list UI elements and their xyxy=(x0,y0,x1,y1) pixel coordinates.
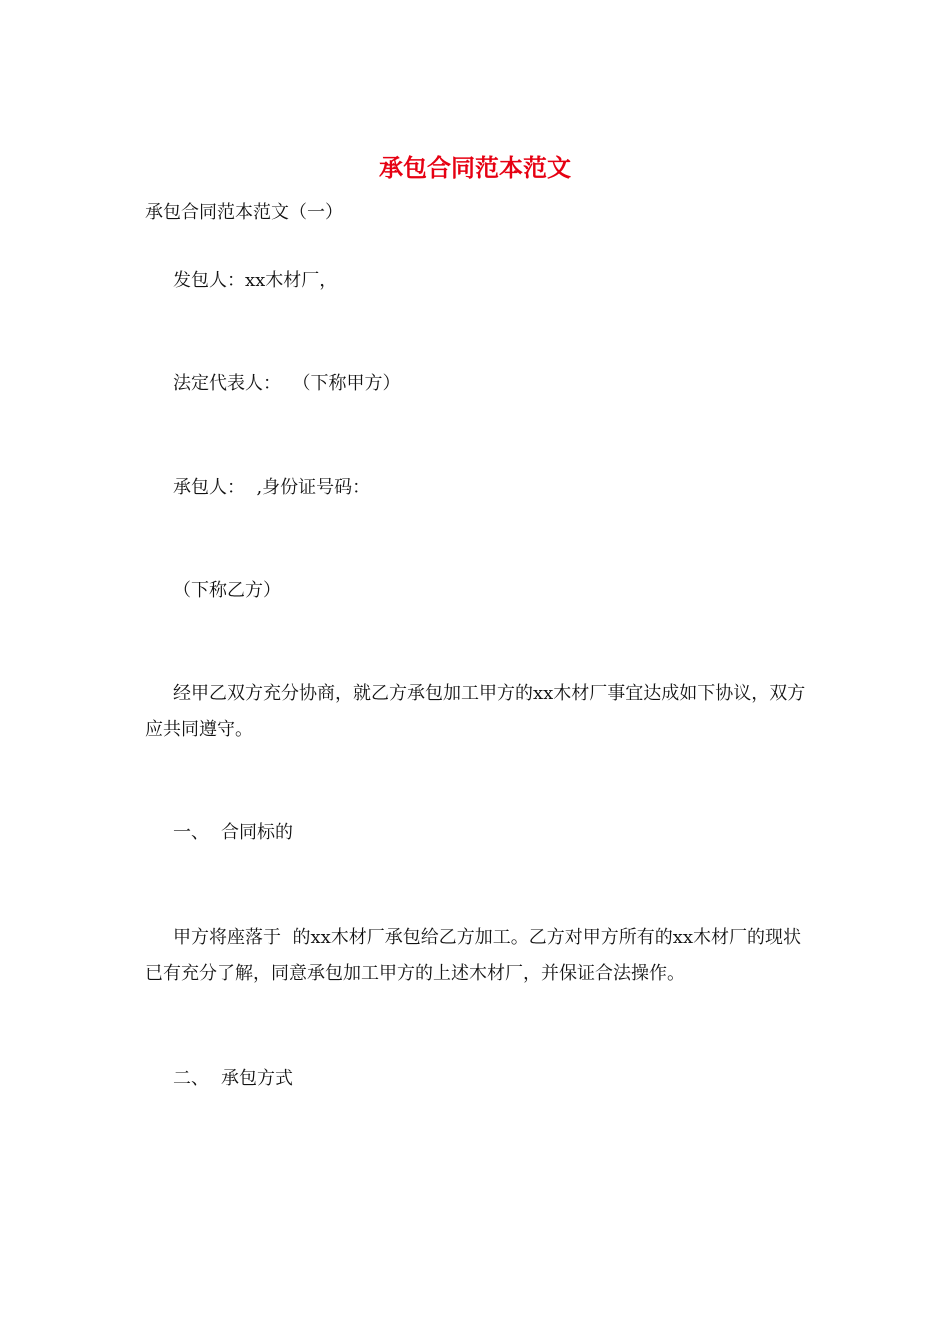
party-b-line: 承包人： ,身份证号码： xyxy=(173,477,371,498)
document-title: 承包合同范本范文 xyxy=(379,153,571,182)
section-heading xyxy=(173,1063,293,1095)
section-title: 承包方式 xyxy=(221,1068,293,1089)
legal-representative-line: 法定代表人： （下称甲方） xyxy=(173,373,401,394)
section-number: 二、 xyxy=(173,1068,209,1089)
section-title: 合同标的 xyxy=(221,822,293,843)
document-subtitle: 承包合同范本范文（一） xyxy=(145,202,343,223)
party-b-alias-line: （下称乙方） xyxy=(173,580,281,601)
section-number: 一、 xyxy=(173,822,209,843)
section-body-paragraph: 甲方将座落于 的xx木材厂承包给乙方加工。乙方对甲方所有的xx木材厂的现状已有充分了解，同意承包加工甲方的上述木材厂，并保证合法操作。 xyxy=(145,927,802,984)
party-a-line: 发包人：xx木材厂， xyxy=(173,270,338,291)
section-heading xyxy=(173,817,293,849)
preamble-paragraph: 经甲乙双方充分协商，就乙方承包加工甲方的xx木材厂事宜达成如下协议，双方应共同遵守。 xyxy=(145,683,806,740)
